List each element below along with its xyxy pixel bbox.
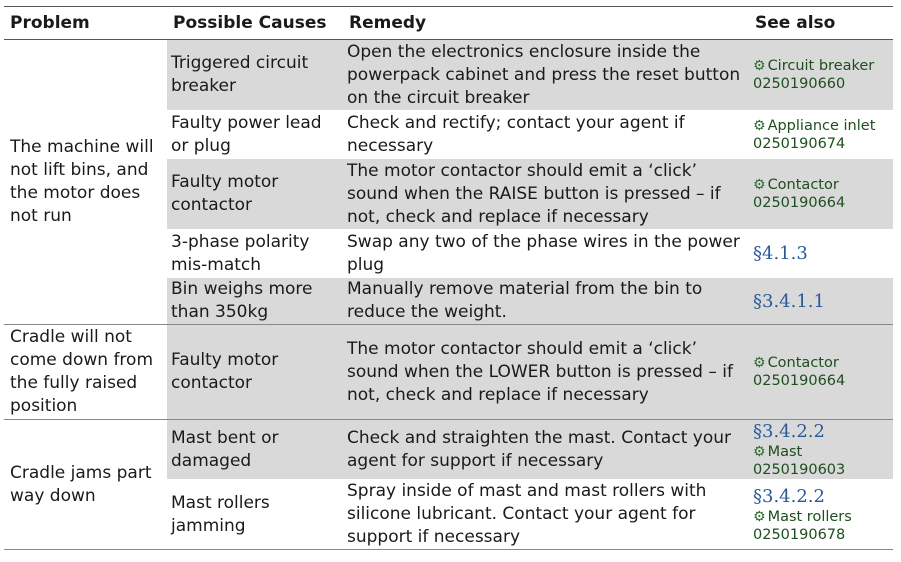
see-also-cell <box>749 325 893 420</box>
problem-cell: The machine will not lift bins, and the motor does not run <box>4 40 167 325</box>
header-causes: Possible Causes <box>167 7 343 40</box>
see-also-cell <box>749 159 893 230</box>
see-also-cell <box>749 420 893 480</box>
part-name: Contactor <box>767 177 839 193</box>
table-row <box>4 420 893 480</box>
part-name: Circuit breaker <box>767 58 875 74</box>
remedy-cell: The motor contactor should emit a ‘click’ sound when the RAISE button is pressed – if not, check and replace if necessary <box>343 159 749 230</box>
remedy-cell: The motor contactor should emit a ‘click’ sound when the LOWER button is pressed – if not, check and replace if necessary <box>343 325 749 420</box>
part-name: Mast <box>767 444 803 460</box>
part-link[interactable] <box>753 354 889 390</box>
cause-cell: Faulty power lead or plug <box>167 111 343 159</box>
part-name: Mast rollers <box>767 509 852 525</box>
section-reference-link[interactable]: §3.4.2.2 <box>753 486 825 507</box>
table-row <box>4 40 893 111</box>
part-link[interactable] <box>753 508 889 544</box>
cause-cell: Faulty motor contactor <box>167 159 343 230</box>
part-code: 0250190678 <box>753 527 846 543</box>
gear-icon: ⚙ <box>753 355 766 371</box>
troubleshooting-table <box>4 6 893 550</box>
header-row <box>4 7 893 40</box>
part-name: Contactor <box>767 355 839 371</box>
gear-icon: ⚙ <box>753 58 766 74</box>
part-code: 0250190660 <box>753 76 846 92</box>
problem-cell: Cradle will not come down from the fully raised position <box>4 325 167 420</box>
remedy-cell: Manually remove material from the bin to reduce the weight. <box>343 278 749 325</box>
header-remedy: Remedy <box>343 7 749 40</box>
cause-cell: Triggered circuit breaker <box>167 40 343 111</box>
see-also-cell <box>749 111 893 159</box>
part-name: Appliance inlet <box>767 117 876 134</box>
remedy-cell: Open the electronics enclosure inside the powerpack cabinet and press the reset button on the circuit breaker <box>343 40 749 111</box>
part-link[interactable] <box>753 176 889 212</box>
gear-icon: ⚙ <box>753 509 766 525</box>
remedy-cell: Check and straighten the mast. Contact your agent for support if necessary <box>343 420 749 480</box>
part-code: 0250190603 <box>753 462 846 478</box>
section-reference-link[interactable]: §3.4.1.1 <box>753 290 825 312</box>
header-see-also: See also <box>749 7 893 40</box>
remedy-cell: Spray inside of mast and mast rollers with silicone lubricant. Contact your agent for support if necessary <box>343 480 749 550</box>
table-row <box>4 325 893 420</box>
part-code: 0250190664 <box>753 373 846 389</box>
problem-cell: Cradle jams part way down <box>4 420 167 550</box>
header-problem: Problem <box>4 7 167 40</box>
remedy-cell: Swap any two of the phase wires in the power plug <box>343 230 749 278</box>
cause-cell: Mast rollers jamming <box>167 480 343 550</box>
see-also-cell <box>749 480 893 550</box>
gear-icon: ⚙ <box>753 177 766 193</box>
cause-cell: Bin weighs more than 350kg <box>167 278 343 325</box>
gear-icon: ⚙ <box>753 117 766 134</box>
section-reference-link[interactable]: §4.1.3 <box>753 243 808 264</box>
cause-cell: 3-phase polarity mis-match <box>167 230 343 278</box>
part-link[interactable] <box>753 443 889 479</box>
part-code: 0250190664 <box>753 195 846 211</box>
cause-cell: Mast bent or damaged <box>167 420 343 480</box>
see-also-cell <box>749 40 893 111</box>
remedy-cell: Check and rectify; contact your agent if necessary <box>343 111 749 159</box>
cause-cell: Faulty motor contactor <box>167 325 343 420</box>
part-link[interactable] <box>753 57 889 93</box>
see-also-cell <box>749 278 893 325</box>
gear-icon: ⚙ <box>753 444 766 460</box>
part-code: 0250190674 <box>753 135 846 152</box>
part-link[interactable] <box>753 117 889 153</box>
see-also-cell <box>749 230 893 278</box>
section-reference-link[interactable]: §3.4.2.2 <box>753 421 825 442</box>
